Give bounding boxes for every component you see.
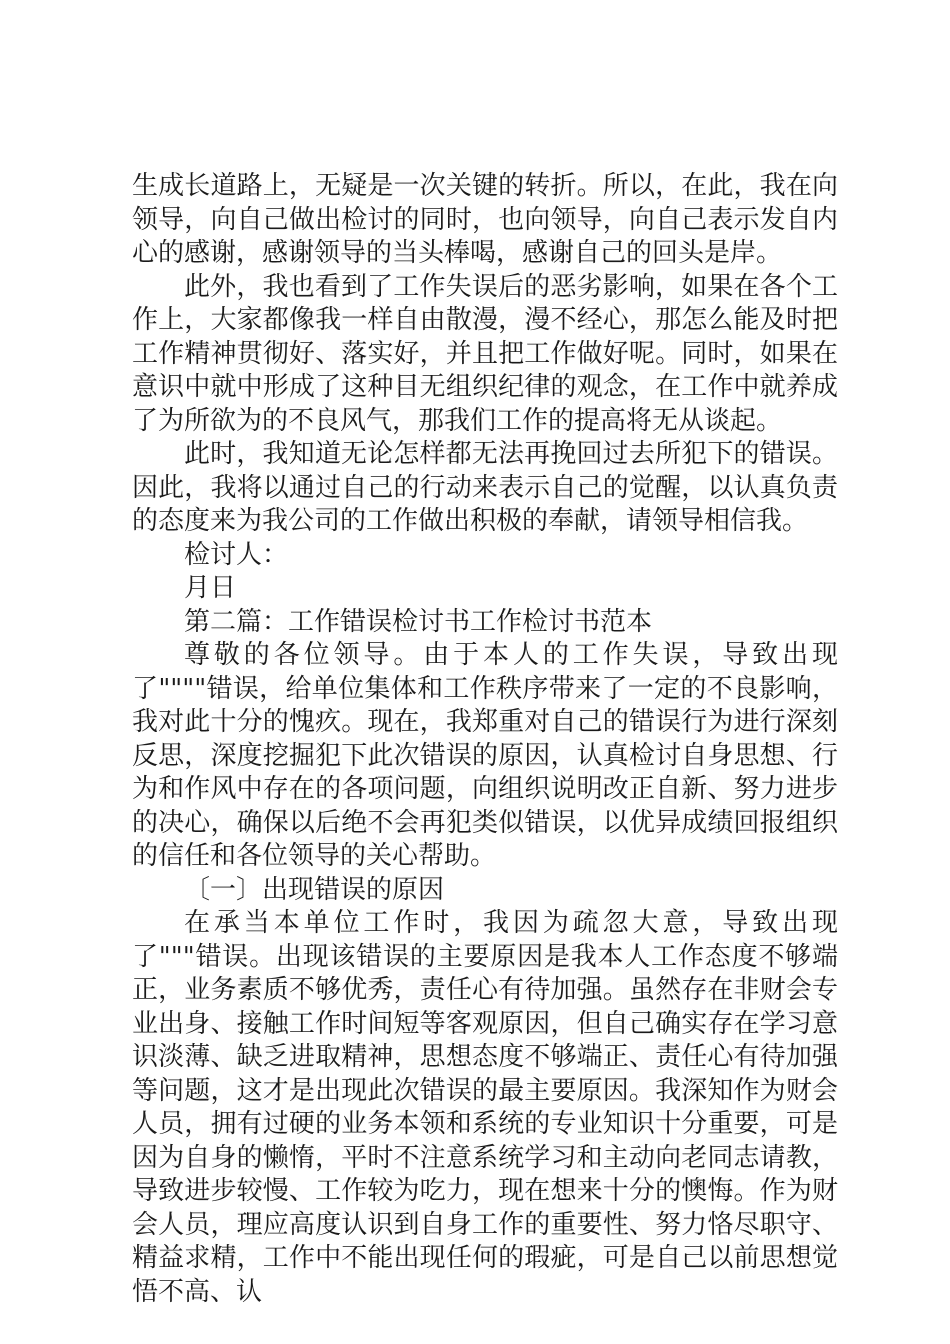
document-body — [132, 170, 838, 1309]
paragraph-1: 生成长道路上，无疑是一次关键的转折。所以，在此，我在向领导，向自己做出检讨的同时，也向领导，向自己表示发自内心的感谢，感谢领导的当头棒喝，感谢自己的回头是岸。 — [132, 171, 838, 268]
subsection-heading: 〔一〕出现错误的原因 — [184, 874, 445, 905]
paragraph-2: 此外，我也看到了工作失误后的恶劣影响，如果在各个工作上，大家都像我一样自由散漫，漫不经心，那怎么能及时把工作精神贯彻好、落实好，并且把工作做好呢。同时，如果在意识中就中形成了这种目无组织纪律的观念，在工作中就养成了为所欲为的不良风气，那我们工作的提高将无从谈起。 — [132, 271, 838, 436]
section-title: 第二篇：工作错误检讨书工作检讨书范本 — [184, 606, 653, 637]
paragraph-9: 在承当本单位工作时，我因为疏忽大意，导致出现了"""错误。出现该错误的主要原因是我本人工作态度不够端正，业务素质不够优秀，责任心有待加强。虽然存在非财会专业出身、接触工作时间短等客观原因，但自己确实存在学习意识淡薄、缺乏进取精神，思想态度不够端正、责任心有待加强等问题，这才是出现此次错误的最主要原因。我深知作为财会人员，拥有过硬的业务本领和系统的专业知识十分重要，可是因为自身的懒惰，平时不注意系统学习和主动向老同志请教，导致进步较慢、工作较为吃力，现在想来十分的懊悔。作为财会人员，理应高度认识到自身工作的重要性、努力恪尽职守、精益求精，工作中不能出现任何的瑕疵，可是自己以前思想觉悟不高、认 — [132, 908, 838, 1307]
signature-label: 检讨人： — [184, 539, 289, 570]
paragraph-7: 尊敬的各位领导。由于本人的工作失误，导致出现了""""错误，给单位集体和工作秩序带来了一定的不良影响，我对此十分的愧疚。现在，我郑重对自己的错误行为进行深刻反思，深度挖掘犯下此次错误的原因，认真检讨自身思想、行为和作风中存在的各项问题，向组织说明改正自新、努力进步的决心，确保以后绝不会再犯类似错误，以优异成绩回报组织的信任和各位领导的关心帮助。 — [132, 640, 838, 871]
date-label: 月日 — [184, 573, 237, 603]
paragraph-3: 此时，我知道无论怎样都无法再挽回过去所犯下的错误。因此，我将以通过自己的行动来表示自己的觉醒，以认真负责的态度来为我公司的工作做出积极的奉献，请领导相信我。 — [132, 439, 838, 536]
